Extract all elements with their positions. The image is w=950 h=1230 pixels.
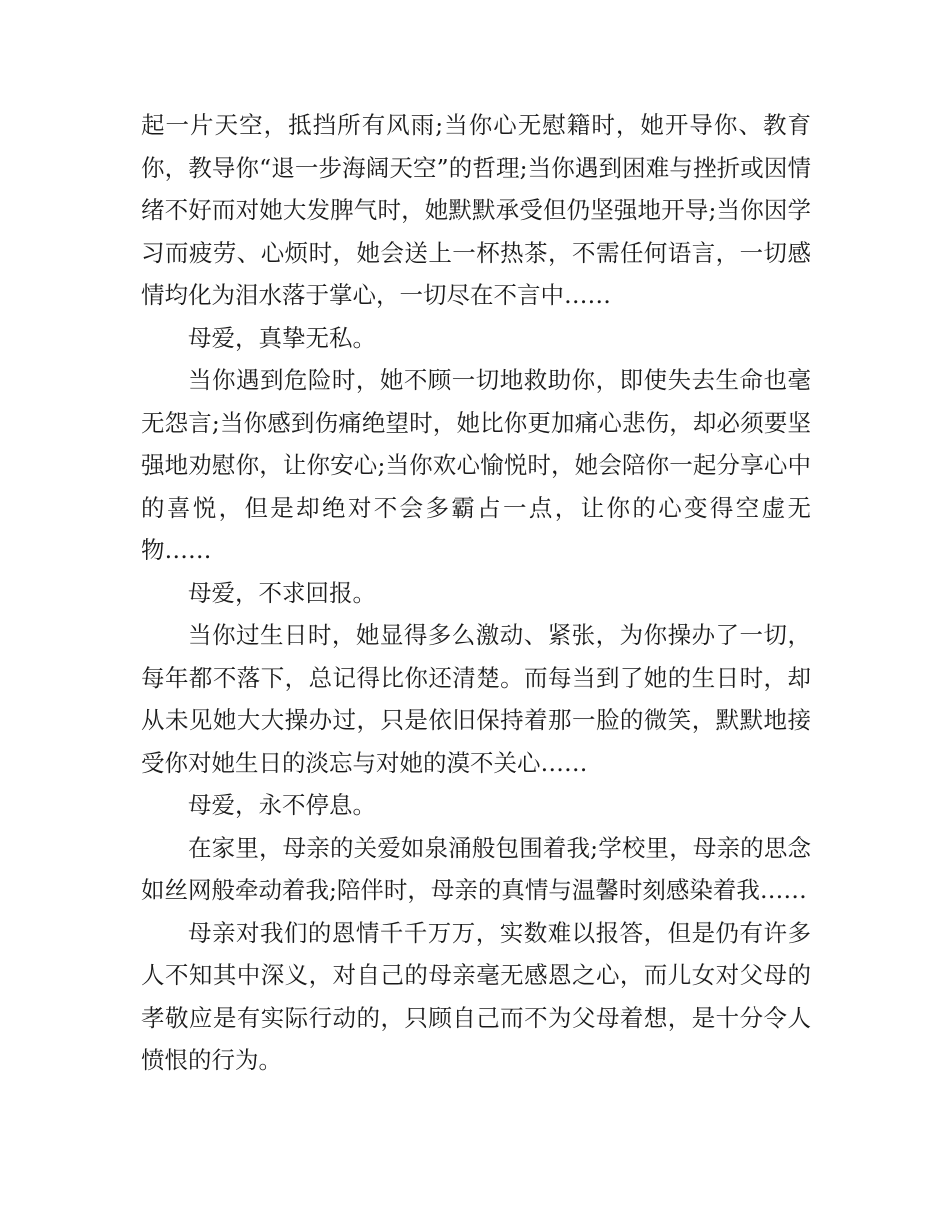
paragraph-5: 当你过生日时，她显得多么激动、紧张，为你操办了一切，每年都不落下，总记得比你还清楚。而每当到了她的生日时，却从未见她大大操办过，只是依旧保持着那一脸的微笑，默默地接受你对她生日的淡忘与对她的漠不关心…… [141, 621, 811, 777]
paragraph-2: 母爱，真挚无私。 [188, 323, 376, 352]
paragraph-4: 母爱，不求回报。 [188, 578, 376, 607]
document-body [141, 104, 811, 1082]
paragraph-6: 母爱，永不停息。 [188, 791, 376, 819]
paragraph-8: 母亲对我们的恩情千千万万，实数难以报答，但是仍有许多人不知其中深义，对自己的母亲毫无感恩之心，而儿女对父母的孝敬应是有实际行动的，只顾自己而不为父母着想，是十分令人愤恨的行为。 [141, 918, 811, 1074]
paragraph-3: 当你遇到危险时，她不顾一切地救助你，即使失去生命也毫无怨言;当你感到伤痛绝望时，她比你更加痛心悲伤，却必须要坚强地劝慰你，让你安心;当你欢心愉悦时，她会陪你一起分享心中的喜悦，但是却绝对不会多霸占一点，让你的心变得空虚无物…… [141, 366, 811, 564]
paragraph-7: 在家里，母亲的关爱如泉涌般包围着我;学校里，母亲的思念如丝网般牵动着我;陪伴时，母亲的真情与温馨时刻感染着我…… [141, 833, 811, 904]
paragraph-1: 起一片天空，抵挡所有风雨;当你心无慰籍时，她开导你、教育你，教导你“退一步海阔天空”的哲理;当你遇到困难与挫折或因情绪不好而对她大发脾气时，她默默承受但仍坚强地开导;当你因学习而疲劳、心烦时，她会送上一杯热茶，不需任何语言，一切感情均化为泪水落于掌心，一切尽在不言中…… [141, 111, 811, 309]
